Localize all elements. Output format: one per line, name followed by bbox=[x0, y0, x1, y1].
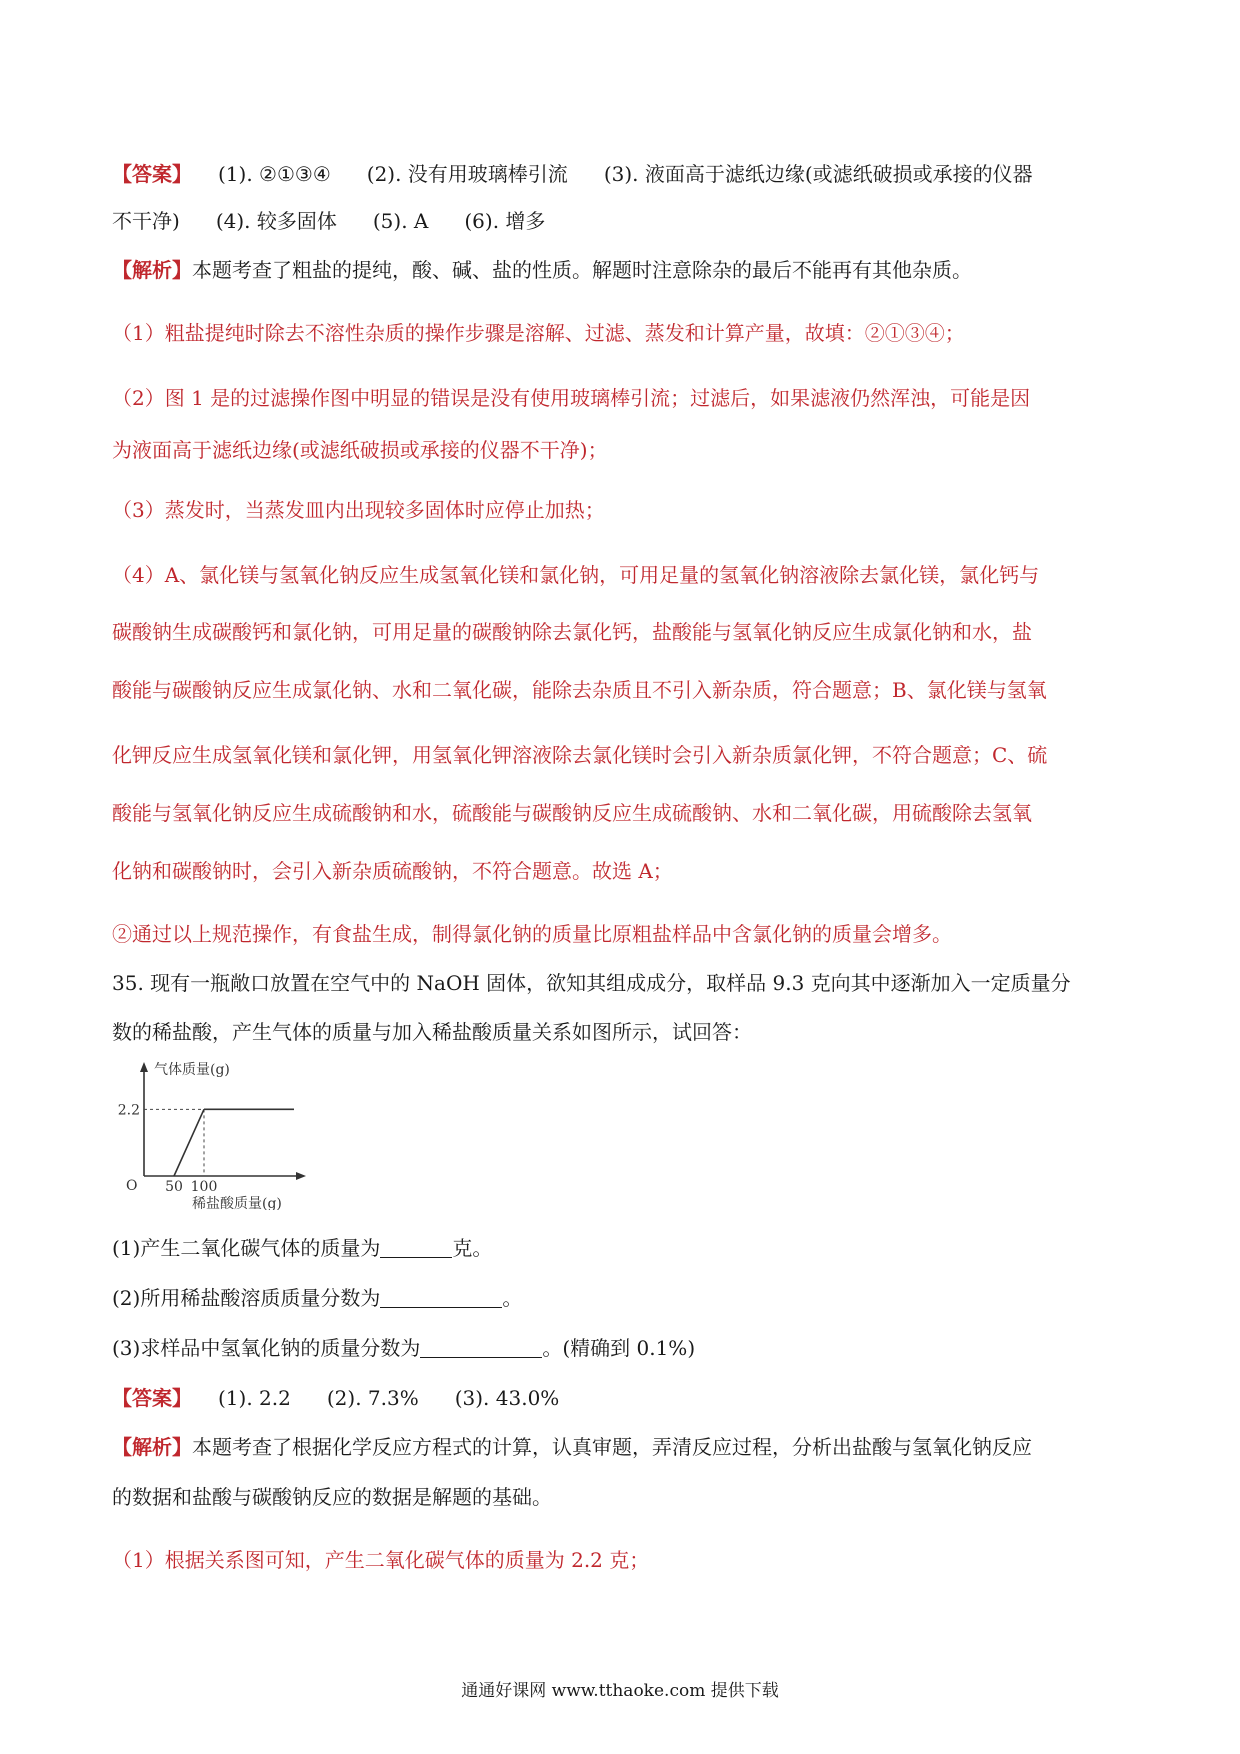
chart-axes bbox=[118, 1061, 306, 1210]
q34-answer-line-1 bbox=[112, 160, 1132, 188]
q35-analysis-line-1 bbox=[112, 1433, 1132, 1461]
origin-label: O bbox=[126, 1178, 138, 1194]
q35-sub-3 bbox=[112, 1334, 1132, 1362]
analysis-text: 本题考查了粗盐的提纯，酸、碱、盐的性质。解题时注意除杂的最后不能再有其他杂质。 bbox=[192, 258, 972, 282]
q35-answer-line bbox=[112, 1384, 1132, 1412]
q35-sub-2 bbox=[112, 1284, 1132, 1312]
answer-item: (1). ②①③④ bbox=[218, 162, 331, 186]
q34-analysis-p4c: 酸能与碳酸钠反应生成氯化钠、水和二氧化碳，能除去杂质且不引入新杂质，符合题意；B、氯化镁与氢氧 bbox=[112, 678, 1047, 702]
q34-analysis-p4e: 酸能与氢氧化钠反应生成硫酸钠和水，硫酸能与碳酸钠反应生成硫酸钠、水和二氧化碳，用硫酸除去氢氧 bbox=[112, 801, 1032, 825]
gas-mass-chart bbox=[112, 1060, 312, 1210]
x-axis-arrow bbox=[296, 1172, 306, 1180]
q34-analysis-p4f: 化钠和碳酸钠时，会引入新杂质硫酸钠，不符合题意。故选 A； bbox=[112, 859, 673, 883]
q34-analysis-p4a: （4）A、氯化镁与氢氧化钠反应生成氢氧化镁和氯化钠，可用足量的氢氧化钠溶液除去氯化镁，氯化钙与 bbox=[112, 563, 1040, 587]
q34-analysis-p3: （3）蒸发时，当蒸发皿内出现较多固体时应停止加热； bbox=[112, 498, 605, 522]
q34-analysis-p2b: 为液面高于滤纸边缘(或滤纸破损或承接的仪器不干净)； bbox=[112, 438, 608, 462]
q35-stem-line-2: 数的稀盐酸，产生气体的质量与加入稀盐酸质量关系如图所示，试回答： bbox=[112, 1020, 752, 1044]
q34-analysis-p4b: 碳酸钠生成碳酸钙和氯化钠，可用足量的碳酸钠除去氯化钙，盐酸能与氢氧化钠反应生成氯化钠和水，盐 bbox=[112, 620, 1032, 644]
q35-stem-line-1: 35. 现有一瓶敞口放置在空气中的 NaOH 固体，欲知其组成成分，取样品 9.3 克向其中逐渐加入一定质量分 bbox=[112, 971, 1071, 995]
sub-question-text: (3)求样品中氢氧化钠的质量分数为 bbox=[112, 1336, 421, 1360]
sub-question-text: (1)产生二氧化碳气体的质量为 bbox=[112, 1236, 381, 1260]
answer-item: (2). 7.3% bbox=[326, 1386, 419, 1410]
q35-analysis-p1 bbox=[112, 1546, 1132, 1574]
y-axis-label: 气体质量(g) bbox=[154, 1062, 230, 1078]
q35-analysis-line-2: 的数据和盐酸与碳酸钠反应的数据是解题的基础。 bbox=[112, 1485, 552, 1509]
chart-series bbox=[174, 1109, 294, 1176]
answer-item: 不干净) bbox=[112, 209, 180, 233]
answer-item: (4). 较多固体 bbox=[215, 209, 337, 233]
q34-analysis-p5: ②通过以上规范操作，有食盐生成，制得氯化钠的质量比原粗盐样品中含氯化钠的质量会增多。 bbox=[112, 922, 952, 946]
x-tick-label: 100 bbox=[190, 1179, 218, 1195]
answer-item: (1). 2.2 bbox=[218, 1386, 291, 1410]
x-tick-label: 50 bbox=[165, 1179, 183, 1195]
analysis-text: （1）根据关系图可知，产生二氧化碳气体的质量为 bbox=[112, 1548, 572, 1572]
analysis-value: 2.2 bbox=[571, 1548, 603, 1572]
sub-question-text: 。(精确到 0.1%) bbox=[542, 1336, 696, 1360]
analysis-tag: 【解析】 bbox=[112, 1435, 192, 1459]
y-axis-arrow bbox=[140, 1062, 148, 1072]
q34-analysis-p1: （1）粗盐提纯时除去不溶性杂质的操作步骤是溶解、过滤、蒸发和计算产量，故填：②①③④； bbox=[112, 321, 965, 345]
q34-analysis-intro bbox=[112, 256, 1132, 284]
q34-answer-line-2 bbox=[112, 207, 1132, 235]
answer-item: (5). A bbox=[372, 209, 429, 233]
answer-blank[interactable] bbox=[380, 1287, 502, 1308]
q34-analysis-p4d: 化钾反应生成氢氧化镁和氯化钾，用氢氧化钾溶液除去氯化镁时会引入新杂质氯化钾，不符合题意；C、硫 bbox=[112, 743, 1048, 767]
answer-blank[interactable] bbox=[380, 1237, 452, 1258]
analysis-tag: 【解析】 bbox=[112, 258, 192, 282]
answer-tag: 【答案】 bbox=[112, 1386, 192, 1410]
series-segment bbox=[174, 1109, 204, 1176]
answer-item: (3). 液面高于滤纸边缘(或滤纸破损或承接的仪器 bbox=[603, 162, 1033, 186]
sub-question-text: 克。 bbox=[452, 1236, 493, 1260]
q35-sub-1 bbox=[112, 1234, 1132, 1262]
sub-question-text: (2)所用稀盐酸溶质质量分数为 bbox=[112, 1286, 381, 1310]
answer-item: (2). 没有用玻璃棒引流 bbox=[366, 162, 568, 186]
y-tick-label: 2.2 bbox=[117, 1102, 140, 1119]
answer-tag: 【答案】 bbox=[112, 162, 192, 186]
analysis-text: 本题考查了根据化学反应方程式的计算，认真审题，弄清反应过程，分析出盐酸与氢氧化钠反应 bbox=[192, 1435, 1032, 1459]
x-axis-label: 稀盐酸质量(g) bbox=[192, 1196, 282, 1210]
answer-item: (6). 增多 bbox=[464, 209, 546, 233]
sub-question-text: 。 bbox=[502, 1286, 523, 1310]
answer-blank[interactable] bbox=[420, 1337, 542, 1358]
page-footer: 通通好课网 www.tthaoke.com 提供下载 bbox=[461, 1681, 779, 1701]
answer-item: (3). 43.0% bbox=[454, 1386, 560, 1410]
q34-analysis-p2a: （2）图 1 是的过滤操作图中明显的错误是没有使用玻璃棒引流；过滤后，如果滤液仍然浑浊，可能是因 bbox=[112, 386, 1031, 410]
analysis-text: 克； bbox=[602, 1548, 650, 1572]
